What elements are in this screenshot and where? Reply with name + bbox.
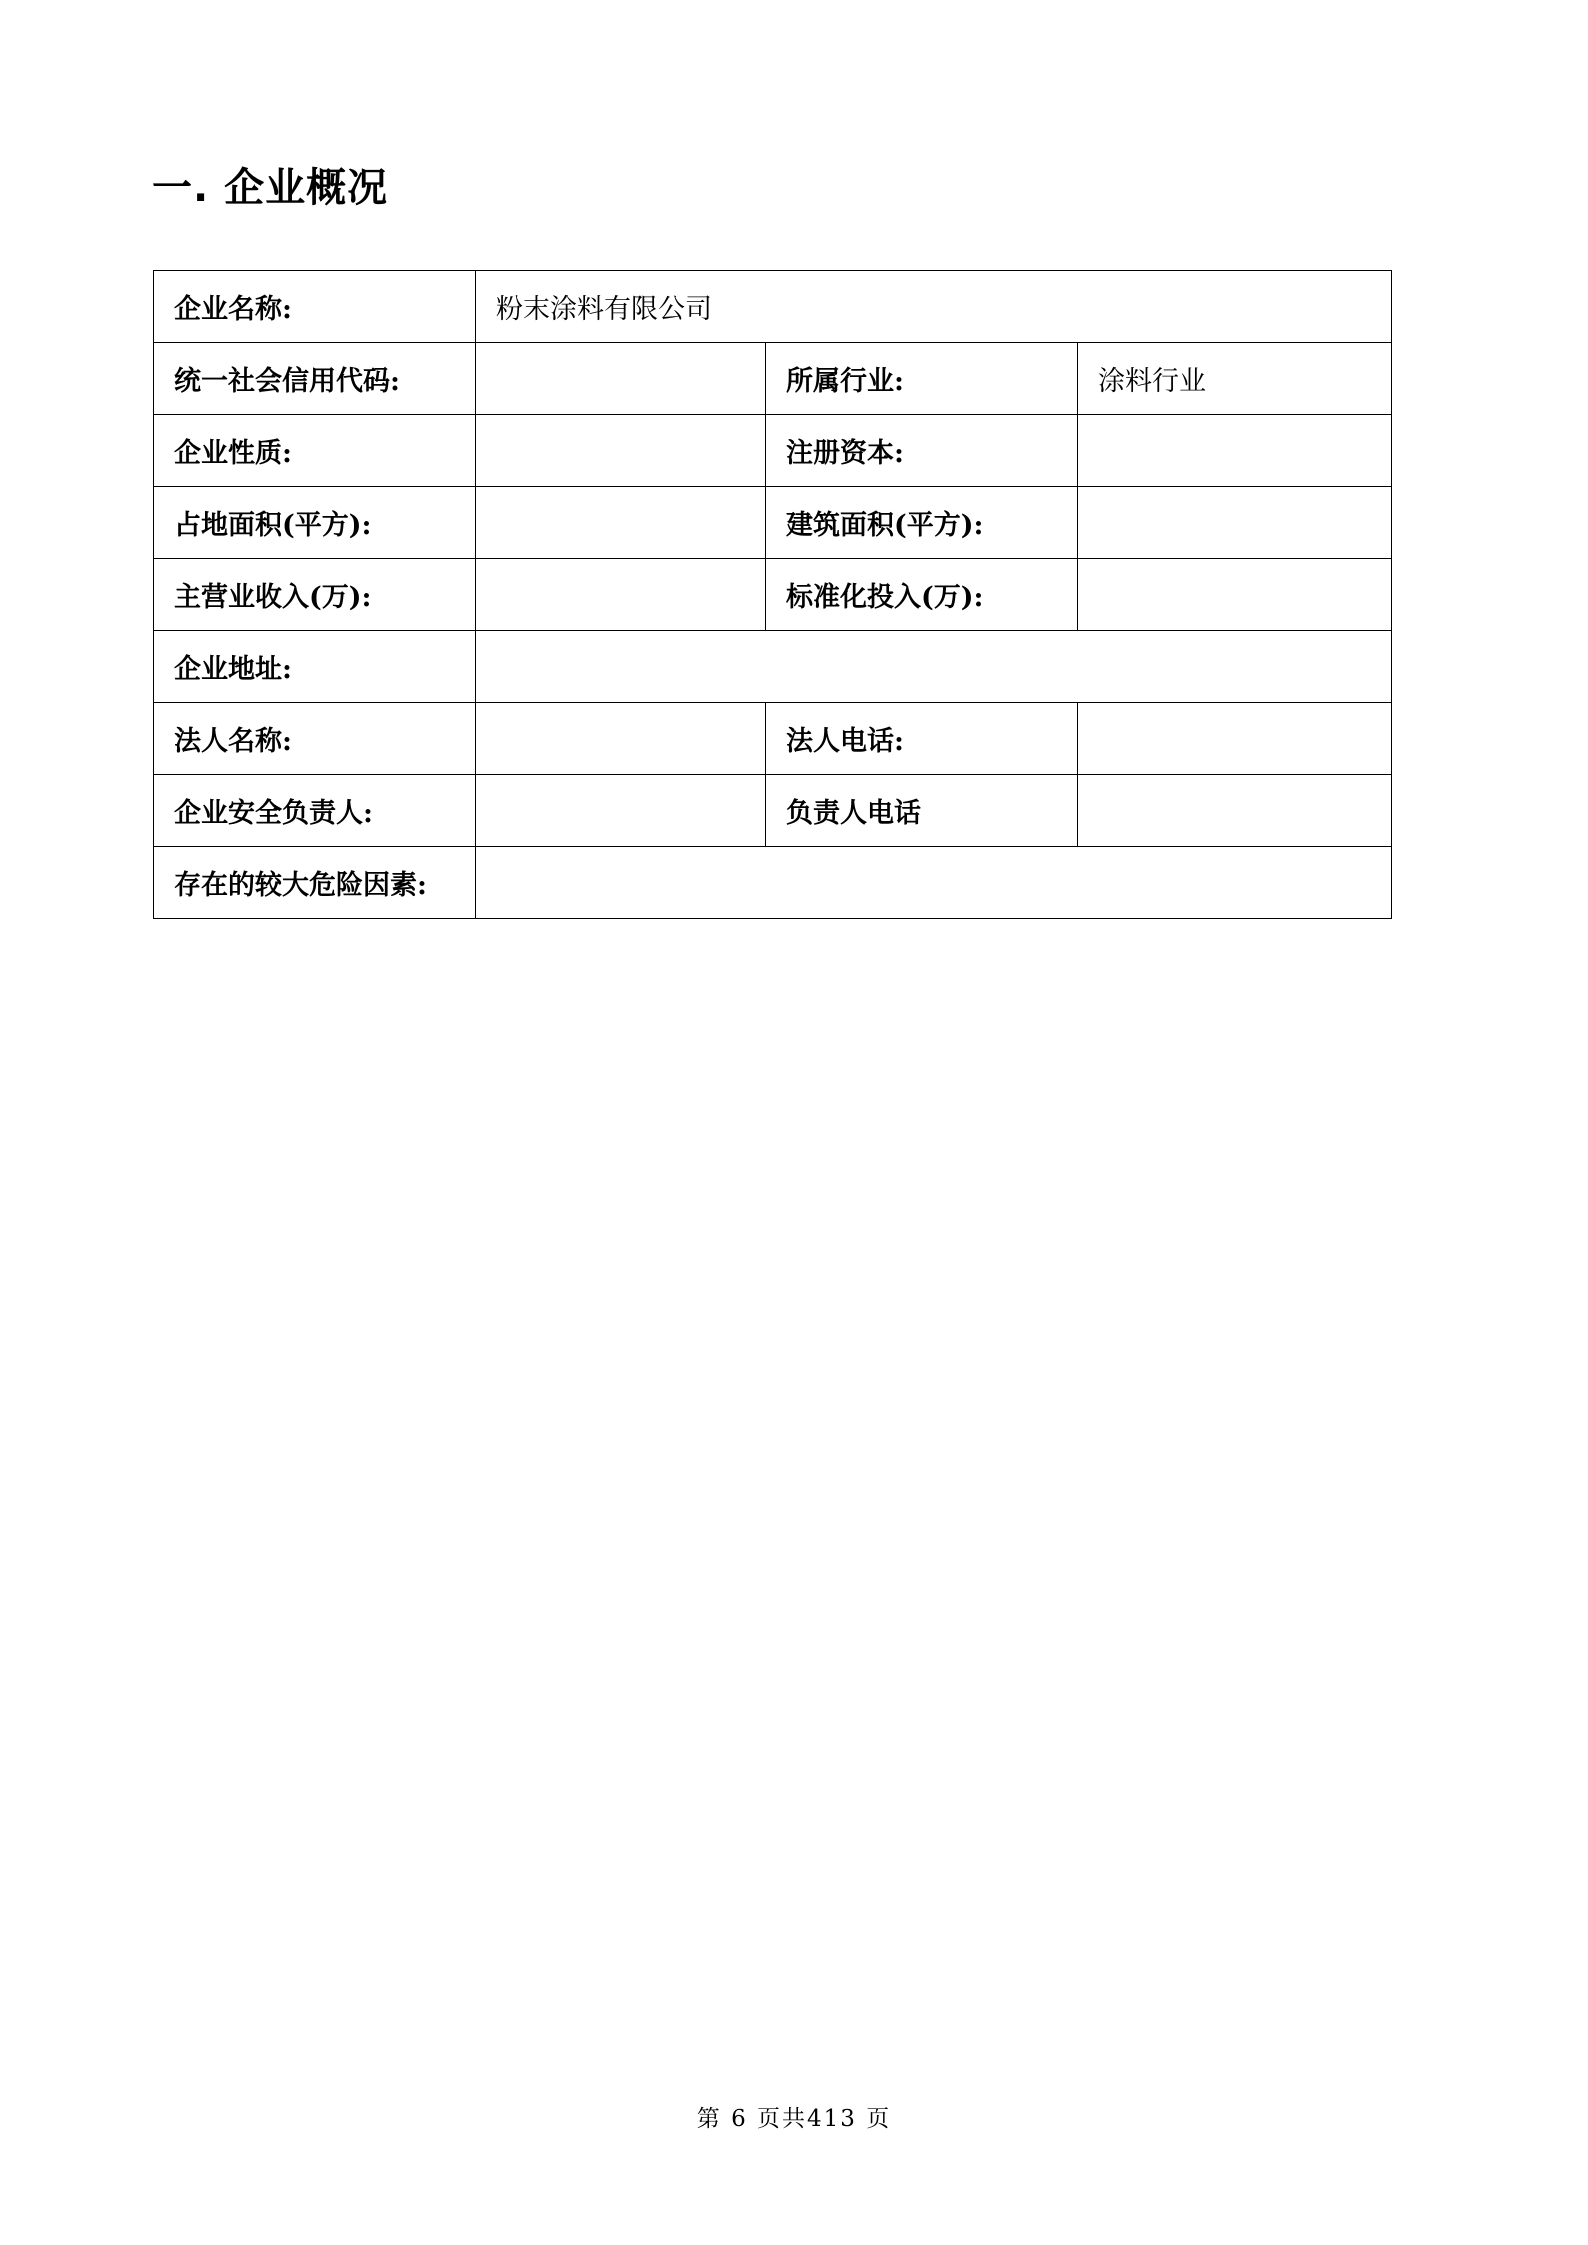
- credit-code-label: 统一社会信用代码:: [154, 343, 476, 415]
- land-area-value: [476, 487, 766, 559]
- main-revenue-label: 主营业收入(万):: [154, 559, 476, 631]
- table-row: [154, 415, 1392, 487]
- legal-person-phone-label: 法人电话:: [766, 703, 1078, 775]
- standardization-investment-label: 标准化投入(万):: [766, 559, 1078, 631]
- company-info-table: [153, 270, 1392, 919]
- table-row: [154, 775, 1392, 847]
- company-type-label: 企业性质:: [154, 415, 476, 487]
- registered-capital-value: [1078, 415, 1392, 487]
- major-hazards-value: [476, 847, 1392, 919]
- company-name-value: 粉末涂料有限公司: [476, 271, 1392, 343]
- building-area-label: 建筑面积(平方):: [766, 487, 1078, 559]
- industry-label: 所属行业:: [766, 343, 1078, 415]
- main-revenue-value: [476, 559, 766, 631]
- page-number: 第 6 页共413 页: [696, 2106, 892, 2132]
- company-type-value: [476, 415, 766, 487]
- manager-phone-value: [1078, 775, 1392, 847]
- table-row: [154, 271, 1392, 343]
- legal-person-value: [476, 703, 766, 775]
- table-row: [154, 343, 1392, 415]
- major-hazards-label: 存在的较大危险因素:: [154, 847, 476, 919]
- company-address-value: [476, 631, 1392, 703]
- table-row: [154, 703, 1392, 775]
- industry-value: 涂料行业: [1078, 343, 1392, 415]
- table-row: [154, 559, 1392, 631]
- land-area-label: 占地面积(平方):: [154, 487, 476, 559]
- credit-code-value: [476, 343, 766, 415]
- safety-manager-value: [476, 775, 766, 847]
- manager-phone-label: 负责人电话: [766, 775, 1078, 847]
- safety-manager-label: 企业安全负责人:: [154, 775, 476, 847]
- legal-person-phone-value: [1078, 703, 1392, 775]
- building-area-value: [1078, 487, 1392, 559]
- table-row: [154, 631, 1392, 703]
- table-row: [154, 847, 1392, 919]
- standardization-investment-value: [1078, 559, 1392, 631]
- table-row: [154, 487, 1392, 559]
- page-title: 一. 企业概况: [152, 165, 389, 211]
- legal-person-label: 法人名称:: [154, 703, 476, 775]
- company-name-label: 企业名称:: [154, 271, 476, 343]
- company-address-label: 企业地址:: [154, 631, 476, 703]
- registered-capital-label: 注册资本:: [766, 415, 1078, 487]
